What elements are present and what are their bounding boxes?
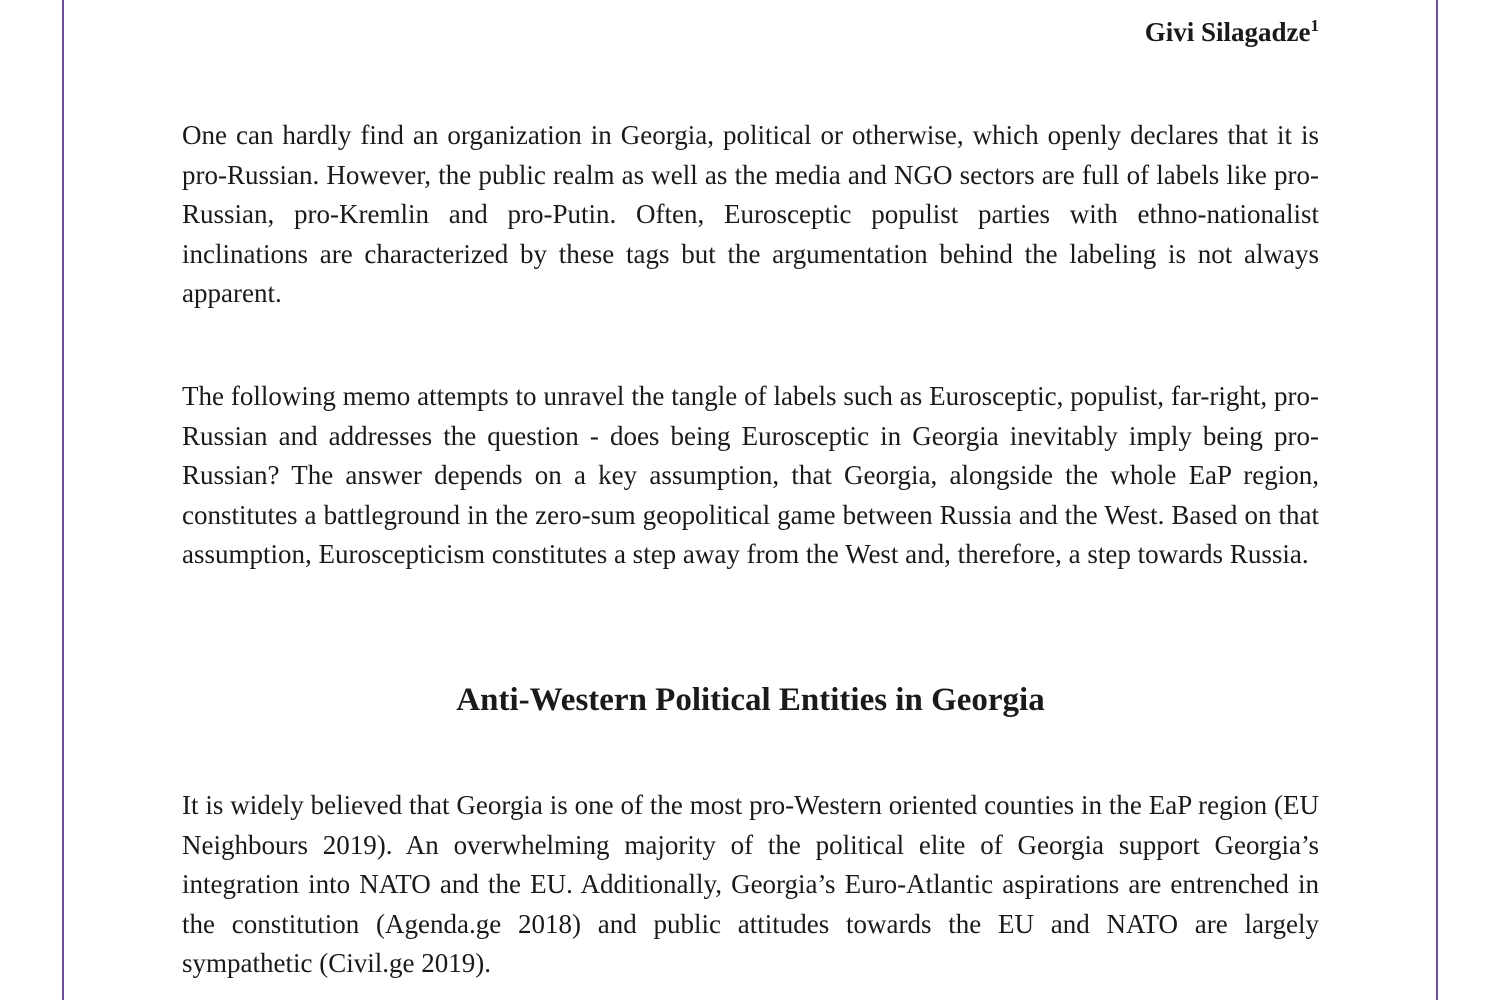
page-border-right — [1436, 0, 1438, 1000]
section-heading: Anti-Western Political Entities in Georgia — [456, 682, 1045, 718]
paragraph-memo-purpose: The following memo attempts to unravel the tangle of labels such as Eurosceptic, populist, far-right, pro-Russian and addresses the question - does being Eurosceptic in Georgia inevitably imply being pro-Russian? The answer depends on a key assumption, that Georgia, alongside the whole EaP region, constitutes a battleground in the zero-sum geopolitical game between Russia and the West. Based on that assumption, Euroscepticism constitutes a step away from the West and, therefore, a step towards Russia. — [182, 381, 1319, 570]
author-name: Givi Silagadze — [1144, 17, 1311, 47]
author-line — [1145, 14, 1319, 50]
paragraph-intro: One can hardly find an organization in Georgia, political or otherwise, which openly declares that it is pro-Russian. However, the public realm as well as the media and NGO sectors are full of labels like pro-Russian, pro-Kremlin and pro-Putin. Often, Eurosceptic populist parties with ethno-nationalist inclinations are characterized by these tags but the argumentation behind the labeling is not always apparent. — [182, 120, 1319, 309]
paragraph-pro-western: It is widely believed that Georgia is one of the most pro-Western oriented counties in the EaP region (EU Neighbours 2019). An overwhelming majority of the political elite of Georgia support Georgia’s integration into NATO and the EU. Additionally, Georgia’s Euro-Atlantic aspirations are entrenched in the constitution (Agenda.ge 2018) and public attitudes towards the EU and NATO are largely sympathetic (Civil.ge 2019). — [182, 790, 1319, 979]
page-border-left — [62, 0, 64, 1000]
footnote-mark[interactable]: 1 — [1310, 16, 1319, 35]
